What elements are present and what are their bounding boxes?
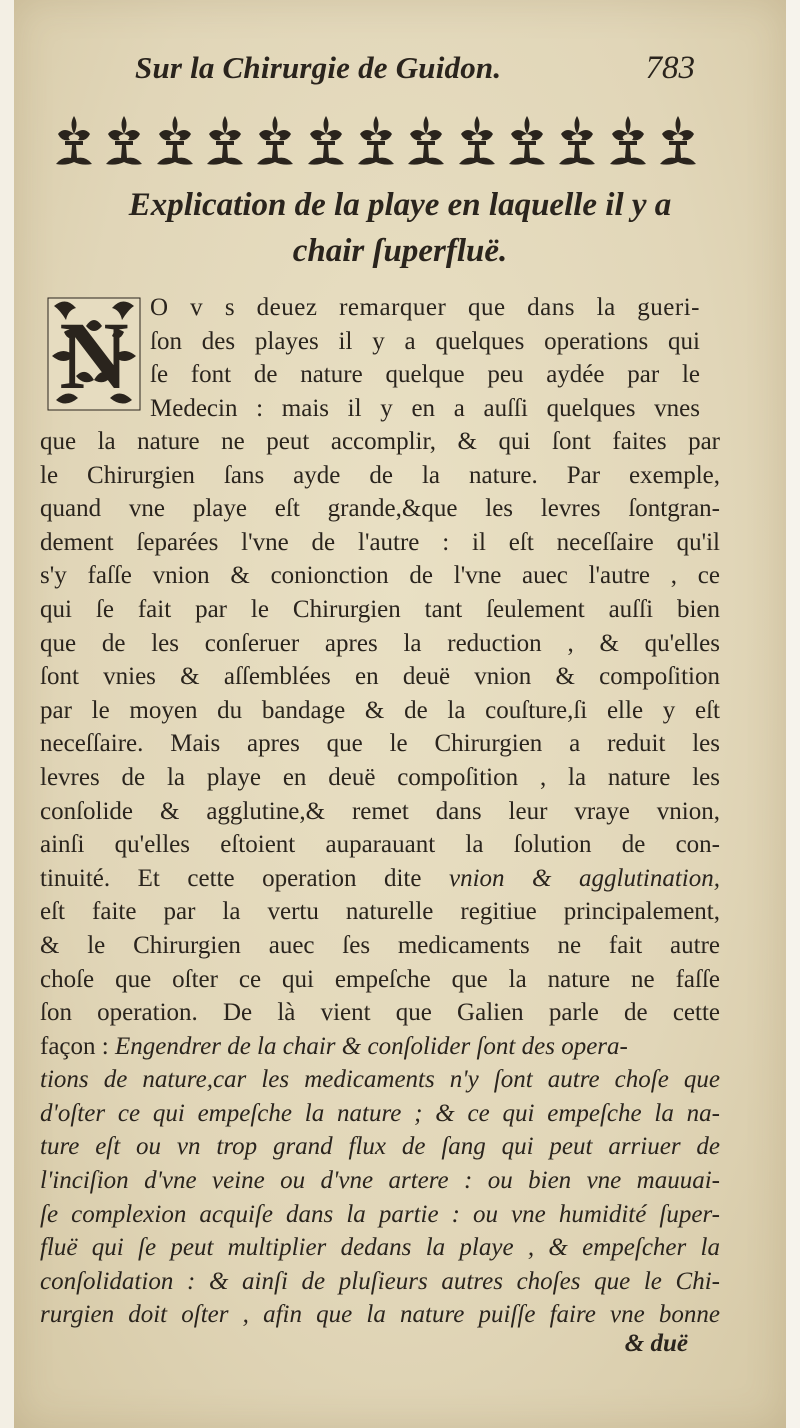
italic-phrase: vnion & agglutination,: [449, 864, 720, 892]
body-text-lead: [150, 291, 700, 425]
page-margin-right: [786, 0, 800, 1428]
fleur-de-lis-icon: [102, 114, 146, 168]
body-line: ſon operation. De là vient que Galien parle de cette: [40, 999, 720, 1027]
body-line: ſe font de nature quelque peu aydée par le: [150, 361, 700, 389]
quote-line: rurgien doit oſter , afin que la nature puiſſe faire vne bonne: [40, 1301, 720, 1329]
fleur-de-lis-icon: [253, 114, 297, 168]
drop-cap-letter: N: [59, 302, 129, 409]
body-line: choſe que oſter ce qui empeſche que la nature ne faſſe: [40, 965, 720, 993]
fleur-de-lis-icon: [656, 114, 700, 168]
heading-line-2: chair ſuperfluë.: [292, 233, 508, 269]
body-text: [40, 425, 720, 1332]
fleur-de-lis-icon: [555, 114, 599, 168]
body-line: ſon des playes il y a quelques operations qui: [150, 327, 700, 355]
body-line: le Chirurgien ſans ayde de la nature. Par exemple,: [40, 461, 720, 489]
body-line: neceſſaire. Mais apres que le Chirurgien a reduit les: [40, 730, 720, 758]
fleur-de-lis-icon: [304, 114, 348, 168]
body-line: O v s deuez remarquer que dans la gueri-: [150, 294, 700, 321]
body-line: tinuité. Et cette operation dite: [40, 864, 422, 892]
fleur-de-lis-icon: [52, 114, 96, 168]
quote-line: conſolidation : & ainſi de pluſieurs autres choſes que le Chi-: [40, 1267, 720, 1295]
catchword: & duë: [624, 1330, 688, 1357]
body-line: & le Chirurgien auec ſes medicaments ne fait autre: [40, 931, 720, 959]
heading-line-1: Explication de la playe en laquelle il y a: [128, 187, 672, 223]
quote-line: Engendrer de la chair & conſolider ſont des opera-: [114, 1032, 628, 1060]
body-line: conſolide & agglutine,& remet dans leur vraye vnion,: [40, 797, 720, 825]
running-head: [135, 50, 695, 96]
running-head-title: Sur la Chirurgie de Guidon.: [135, 50, 502, 85]
body-line: ainſi qu'elles eſtoient auparauant la ſolution de con-: [40, 831, 720, 859]
quote-line: ture eſt ou vn trop grand flux de ſang qui peut arriuer de: [40, 1133, 720, 1161]
body-line: levres de la playe en deuë compoſition , la nature les: [40, 763, 720, 791]
quote-line: tions de nature,car les medicaments n'y ſont autre choſe que: [40, 1066, 720, 1094]
quote-line: l'inciſion d'vne veine ou d'vne artere : ou bien vne mauuai-: [40, 1167, 720, 1195]
body-line: que de les conſeruer apres la reduction , & qu'elles: [40, 629, 720, 657]
body-line-mixed: [40, 1030, 720, 1064]
floral-drop-cap-icon: [46, 296, 142, 412]
quote-line: fluë qui ſe peut multiplier dedans la playe , & empeſcher la: [40, 1234, 720, 1262]
fleur-de-lis-icon: [354, 114, 398, 168]
fleur-de-lis-icon: [455, 114, 499, 168]
body-line-mixed: [40, 862, 720, 896]
quote-line: d'oſter ce qui empeſche la nature ; & ce qui empeſche la na-: [40, 1099, 720, 1127]
fleuron-ornament-band: [52, 112, 700, 170]
fleur-de-lis-icon: [153, 114, 197, 168]
quote-line: ſe complexion acquiſe dans la partie : ou vne humidité ſuper-: [40, 1200, 720, 1228]
fleur-de-lis-icon: [505, 114, 549, 168]
fleur-de-lis-icon: [203, 114, 247, 168]
body-line: s'y faſſe vnion & conionction de l'vne auec l'autre , ce: [40, 562, 720, 590]
body-line: par le moyen du bandage & de la couſture,ſi elle y eſt: [40, 696, 720, 724]
body-line: qui ſe fait par le Chirurgien tant ſeulement auſſi bien: [40, 595, 720, 623]
body-line: ſont vnies & aſſemblées en deuë vnion & compoſition: [40, 663, 720, 691]
body-line: dement ſeparées l'vne de l'autre : il eſt neceſſaire qu'il: [40, 528, 720, 556]
body-line: façon :: [40, 1032, 109, 1060]
section-heading: [60, 182, 740, 274]
body-line: quand vne playe eſt grande,&que les levres ſontgran-: [40, 495, 720, 523]
body-line: que la nature ne peut accomplir, & qui ſont faites par: [40, 428, 720, 455]
fleur-de-lis-icon: [404, 114, 448, 168]
body-line: eſt faite par la vertu naturelle regitiue principalement,: [40, 898, 720, 926]
fleur-de-lis-icon: [606, 114, 650, 168]
body-line: Medecin : mais il y en a auſſi quelques vnes: [150, 394, 700, 422]
page-margin-left: [0, 0, 14, 1428]
page-number: 783: [645, 50, 695, 86]
